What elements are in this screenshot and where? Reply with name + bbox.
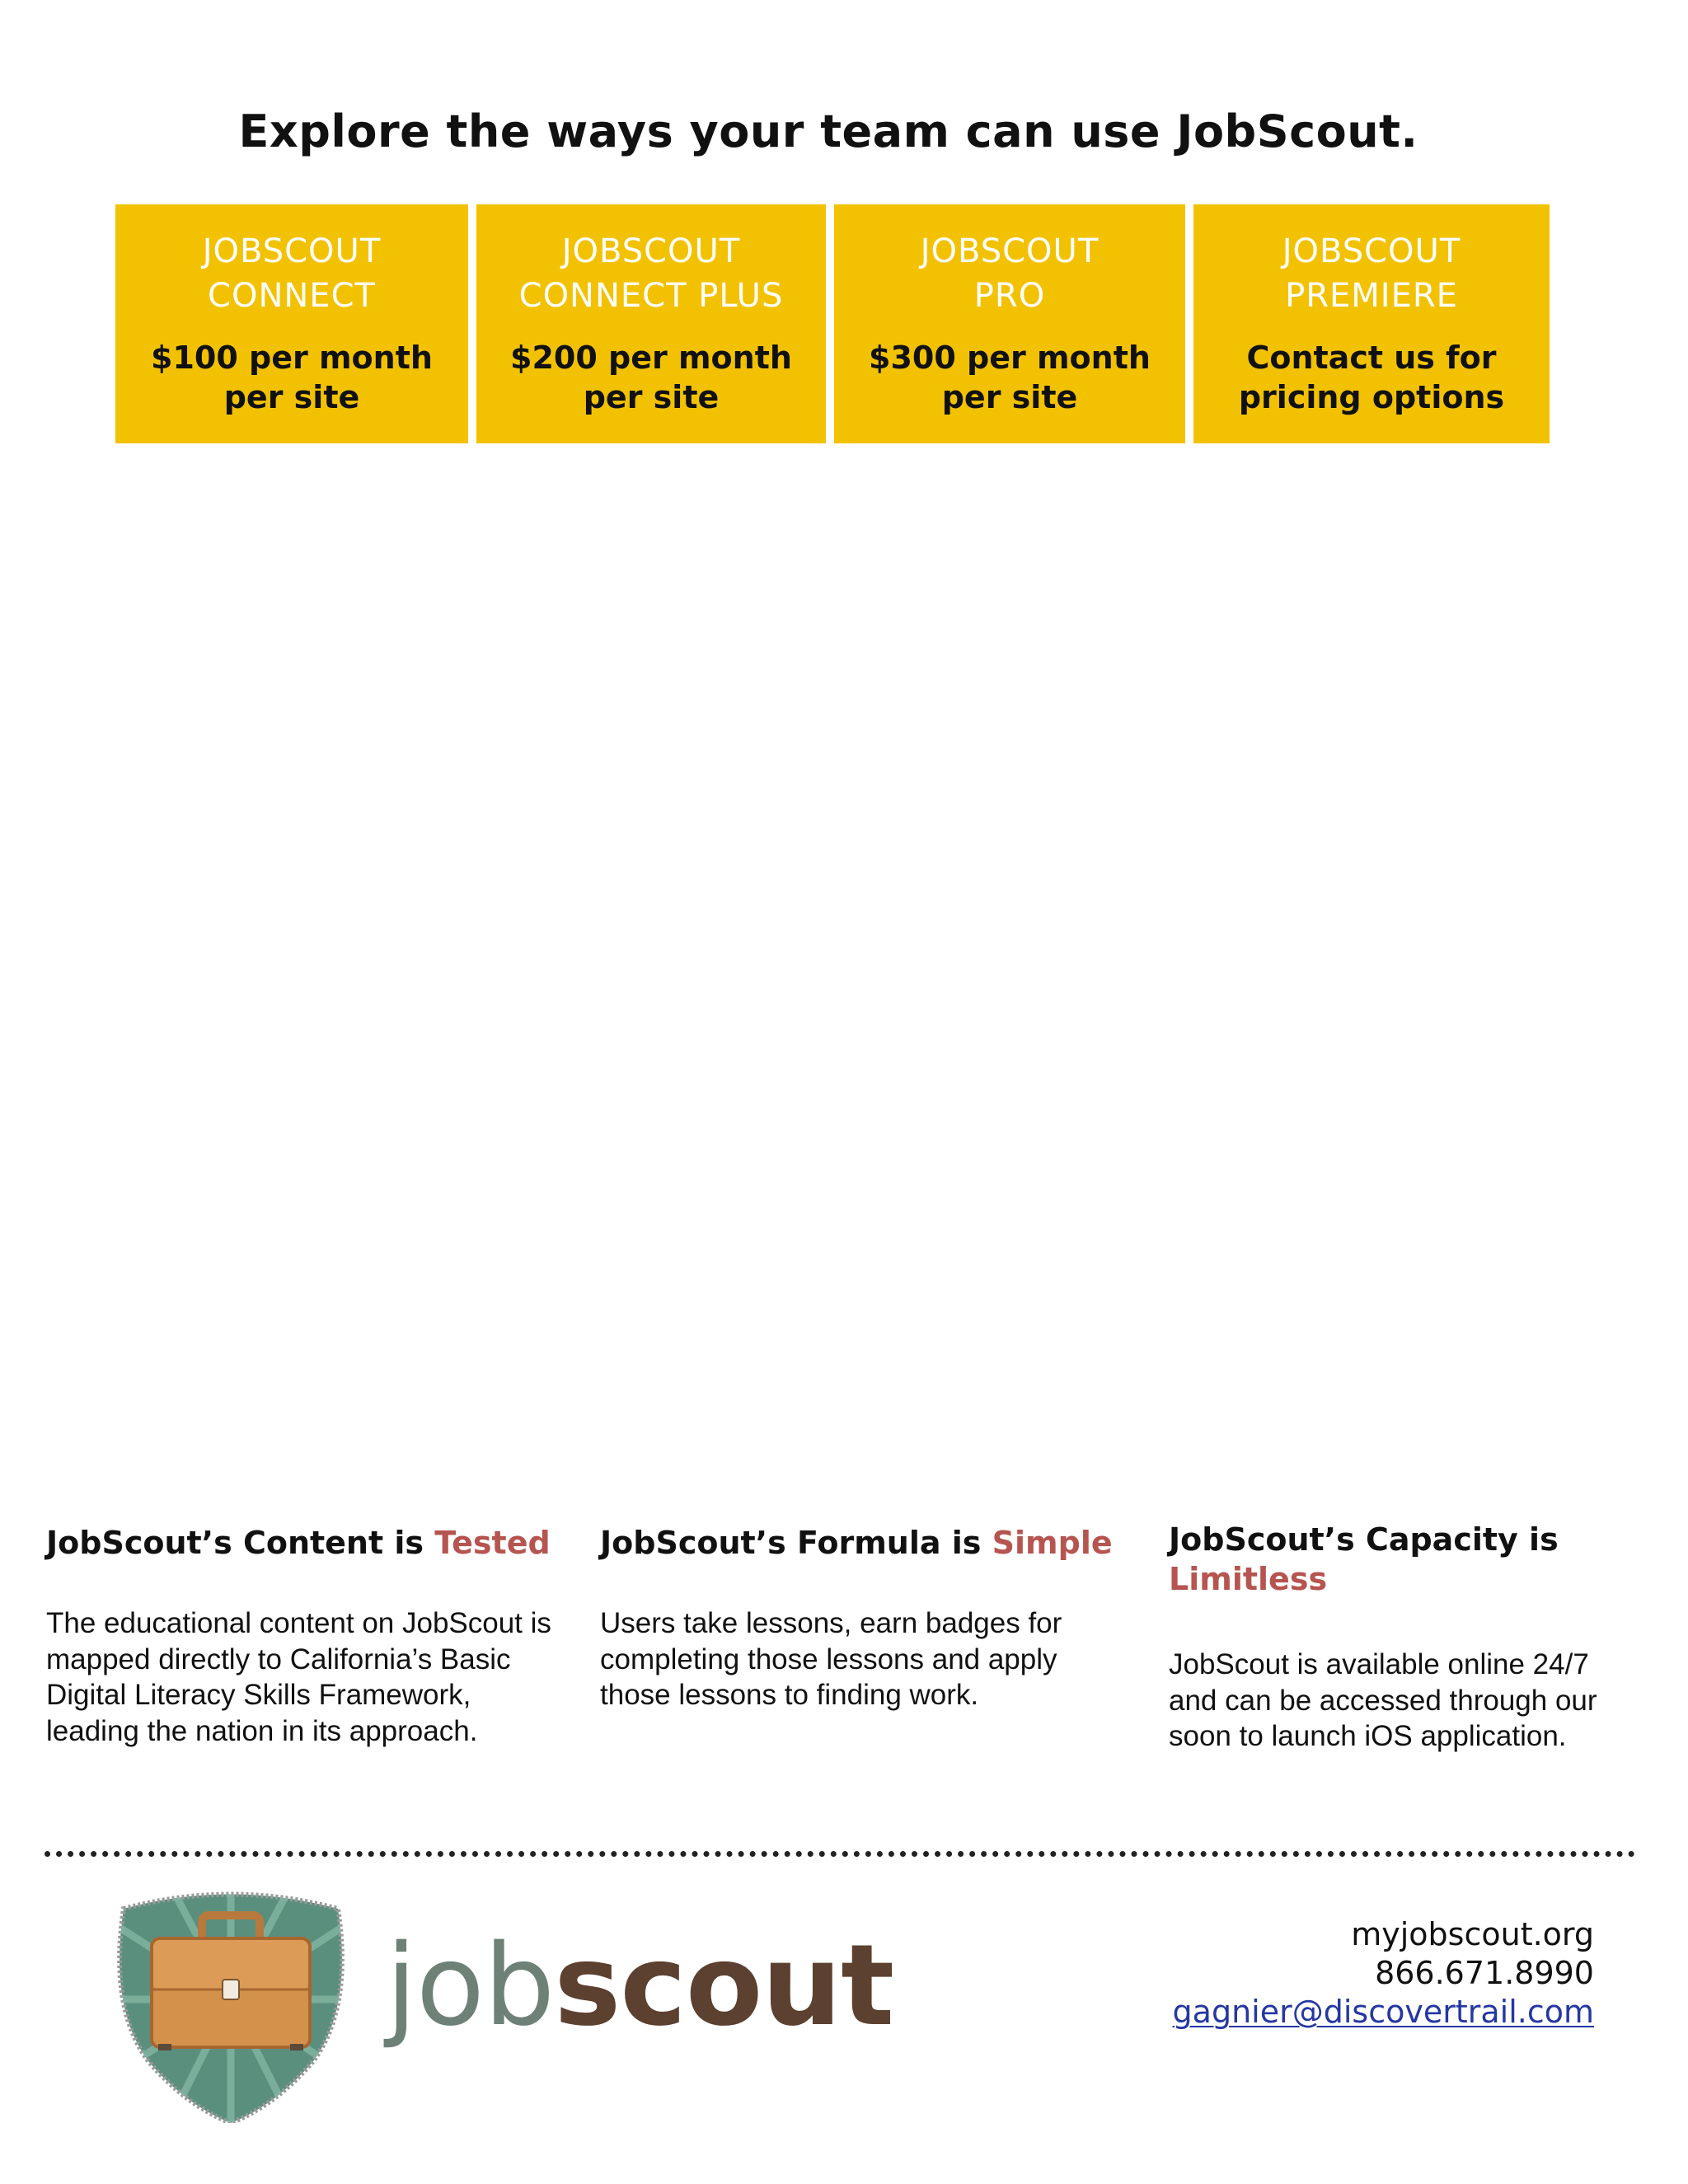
page-headline: Explore the ways your team can use JobScout. bbox=[238, 105, 1418, 157]
feature-title: JobScout’s Content is Tested bbox=[46, 1525, 551, 1561]
feature-title-accent: Simple bbox=[992, 1525, 1113, 1561]
plan-price: $200 per month per site bbox=[510, 340, 792, 415]
phone-text: 866.671.8990 bbox=[1375, 1955, 1594, 1991]
jobscout-logo-icon bbox=[107, 1884, 354, 2123]
feature-limitless bbox=[1169, 1520, 1630, 1755]
email-link[interactable]: gagnier@discovertrail.com bbox=[1172, 1994, 1594, 2030]
plan-name: JOBSCOUT PRO bbox=[920, 232, 1100, 315]
feature-body: The educational content on JobScout is mapped directly to California’s Basic Digital Literacy Skills Framework, leading the nation in its approach. bbox=[46, 1607, 551, 1747]
jobscout-wordmark bbox=[386, 1920, 893, 2052]
pricing-plans bbox=[115, 204, 1566, 443]
feature-title: JobScout’s Formula is Simple bbox=[600, 1525, 1113, 1561]
plan-card-connect-plus bbox=[476, 204, 826, 443]
feature-tested bbox=[46, 1523, 557, 1749]
plan-card-connect bbox=[115, 204, 468, 443]
plan-card-premiere bbox=[1193, 204, 1550, 443]
plan-name: JOBSCOUT PREMIERE bbox=[1282, 232, 1461, 315]
website-text: myjobscout.org bbox=[1351, 1916, 1594, 1952]
plan-name: JOBSCOUT CONNECT bbox=[202, 232, 382, 315]
wordmark-scout: scout bbox=[554, 1921, 894, 2051]
plan-price: Contact us for pricing options bbox=[1238, 340, 1505, 415]
contact-info bbox=[1173, 1915, 1594, 2032]
wordmark-job: job bbox=[386, 1921, 555, 2051]
plan-card-pro bbox=[834, 204, 1185, 443]
feature-title: JobScout’s Capacity is Limitless bbox=[1169, 1521, 1559, 1597]
plan-price: $100 per month per site bbox=[151, 340, 433, 415]
plan-name: JOBSCOUT CONNECT PLUS bbox=[518, 232, 784, 315]
feature-title-accent: Tested bbox=[434, 1525, 551, 1561]
feature-body: JobScout is available online 24/7 and can be accessed through our soon to launch iOS application. bbox=[1169, 1648, 1597, 1752]
plan-price: $300 per month per site bbox=[869, 340, 1151, 415]
feature-simple bbox=[600, 1523, 1119, 1713]
feature-body: Users take lessons, earn badges for completing those lessons and apply those lessons to finding work. bbox=[600, 1607, 1062, 1711]
dotted-divider bbox=[45, 1851, 1635, 1857]
feature-title-accent: Limitless bbox=[1169, 1561, 1328, 1597]
